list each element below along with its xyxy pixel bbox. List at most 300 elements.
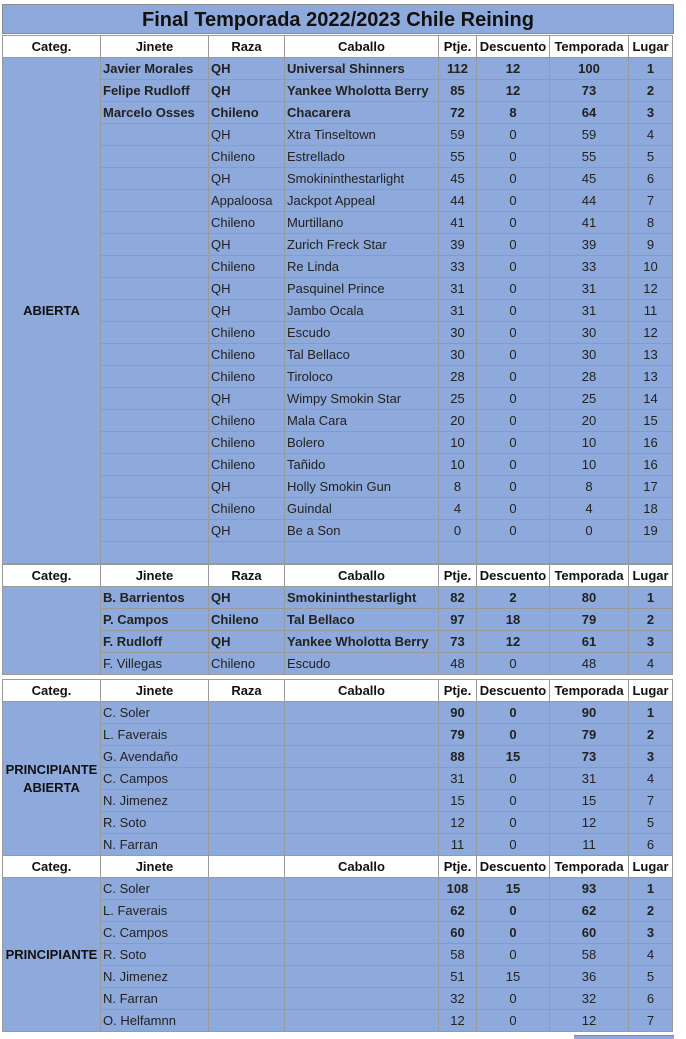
score-cell: 31: [439, 278, 477, 300]
breed-cell: [209, 922, 285, 944]
horse-cell: Wimpy Smokin Star: [285, 388, 439, 410]
discount-cell: 0: [477, 653, 550, 675]
place-cell: 7: [629, 190, 673, 212]
season-cell: 58: [550, 944, 629, 966]
season-cell: 32: [550, 988, 629, 1010]
horse-cell: [285, 922, 439, 944]
horse-cell: Estrellado: [285, 146, 439, 168]
horse-cell: Jackpot Appeal: [285, 190, 439, 212]
column-header: Caballo: [285, 36, 439, 58]
table-row: [3, 944, 673, 966]
table-row: [3, 102, 673, 124]
score-cell: 48: [439, 653, 477, 675]
breed-cell: QH: [209, 80, 285, 102]
table-row: [3, 124, 673, 146]
table-row: [3, 454, 673, 476]
header-row: [3, 856, 673, 878]
rider-cell: C. Soler: [101, 878, 209, 900]
discount-cell: 15: [477, 966, 550, 988]
discount-cell: 15: [477, 746, 550, 768]
score-cell: 90: [439, 702, 477, 724]
score-cell: 97: [439, 609, 477, 631]
discount-cell: 0: [477, 768, 550, 790]
score-cell: 33: [439, 256, 477, 278]
rider-cell: [101, 454, 209, 476]
rider-cell: [101, 410, 209, 432]
header-row: [3, 680, 673, 702]
discount-cell: 0: [477, 922, 550, 944]
score-cell: 4: [439, 498, 477, 520]
horse-cell: [285, 702, 439, 724]
season-cell: 28: [550, 366, 629, 388]
score-cell: 32: [439, 988, 477, 1010]
horse-cell: Tiroloco: [285, 366, 439, 388]
breed-cell: Chileno: [209, 609, 285, 631]
place-cell: 13: [629, 344, 673, 366]
place-cell: 15: [629, 410, 673, 432]
season-cell: 48: [550, 653, 629, 675]
table-row: [3, 344, 673, 366]
breed-cell: Chileno: [209, 498, 285, 520]
column-header: Lugar: [629, 680, 673, 702]
horse-cell: [285, 834, 439, 856]
score-cell: 10: [439, 454, 477, 476]
breed-cell: Chileno: [209, 454, 285, 476]
table-row: [3, 212, 673, 234]
rider-cell: [101, 366, 209, 388]
place-cell: 6: [629, 988, 673, 1010]
column-header: Jinete: [101, 565, 209, 587]
table-row: [3, 988, 673, 1010]
table-row: [3, 587, 673, 609]
horse-cell: [285, 790, 439, 812]
place-cell: 5: [629, 812, 673, 834]
horse-cell: Yankee Wholotta Berry: [285, 80, 439, 102]
discount-cell: 0: [477, 124, 550, 146]
score-cell: 15: [439, 790, 477, 812]
season-cell: 12: [550, 1010, 629, 1032]
column-header: Temporada: [550, 680, 629, 702]
rider-cell: [101, 476, 209, 498]
breed-cell: [209, 702, 285, 724]
season-cell: 30: [550, 322, 629, 344]
place-cell: 19: [629, 520, 673, 542]
column-header: Lugar: [629, 36, 673, 58]
rider-cell: Javier Morales: [101, 58, 209, 80]
column-header: Jinete: [101, 856, 209, 878]
score-cell: 11: [439, 834, 477, 856]
season-cell: 10: [550, 432, 629, 454]
table-row: [3, 146, 673, 168]
breed-cell: [209, 542, 285, 564]
place-cell: 18: [629, 498, 673, 520]
horse-cell: [285, 944, 439, 966]
discount-cell: 0: [477, 900, 550, 922]
rider-cell: [101, 344, 209, 366]
discount-cell: 0: [477, 212, 550, 234]
horse-cell: [285, 988, 439, 1010]
discount-cell: 8: [477, 102, 550, 124]
place-cell: 2: [629, 900, 673, 922]
season-cell: 36: [550, 966, 629, 988]
horse-cell: Bolero: [285, 432, 439, 454]
breed-cell: Chileno: [209, 410, 285, 432]
season-cell: 45: [550, 168, 629, 190]
place-cell: 2: [629, 609, 673, 631]
horse-cell: Xtra Tinseltown: [285, 124, 439, 146]
column-header: Caballo: [285, 856, 439, 878]
results-table-3: [2, 679, 673, 856]
rider-cell: [101, 234, 209, 256]
horse-cell: Mala Cara: [285, 410, 439, 432]
discount-cell: 0: [477, 724, 550, 746]
place-cell: 1: [629, 702, 673, 724]
page-title: Final Temporada 2022/2023 Chile Reining: [2, 4, 674, 34]
place-cell: 3: [629, 102, 673, 124]
breed-cell: [209, 834, 285, 856]
place-cell: 7: [629, 1010, 673, 1032]
place-cell: 16: [629, 432, 673, 454]
horse-cell: Tal Bellaco: [285, 609, 439, 631]
horse-cell: Zurich Freck Star: [285, 234, 439, 256]
score-cell: 45: [439, 168, 477, 190]
column-header: Temporada: [550, 36, 629, 58]
breed-cell: Chileno: [209, 256, 285, 278]
column-header: Descuento: [477, 36, 550, 58]
table-row: [3, 631, 673, 653]
season-cell: [550, 542, 629, 564]
score-cell: 39: [439, 234, 477, 256]
discount-cell: 0: [477, 476, 550, 498]
discount-cell: 0: [477, 278, 550, 300]
season-cell: 90: [550, 702, 629, 724]
score-cell: 12: [439, 812, 477, 834]
discount-cell: 0: [477, 812, 550, 834]
column-header: Raza: [209, 680, 285, 702]
rider-cell: [101, 520, 209, 542]
discount-cell: 0: [477, 834, 550, 856]
rider-cell: [101, 278, 209, 300]
place-cell: 4: [629, 944, 673, 966]
column-header: Raza: [209, 36, 285, 58]
breed-cell: QH: [209, 587, 285, 609]
score-cell: 59: [439, 124, 477, 146]
breed-cell: QH: [209, 476, 285, 498]
rider-cell: C. Campos: [101, 768, 209, 790]
season-cell: 31: [550, 768, 629, 790]
discount-cell: 12: [477, 58, 550, 80]
season-cell: 12: [550, 812, 629, 834]
column-header: Temporada: [550, 856, 629, 878]
season-cell: 11: [550, 834, 629, 856]
season-cell: 73: [550, 80, 629, 102]
score-cell: 30: [439, 344, 477, 366]
table-row: [3, 834, 673, 856]
discount-cell: 0: [477, 432, 550, 454]
score-cell: 25: [439, 388, 477, 410]
horse-cell: Chacarera: [285, 102, 439, 124]
breed-cell: QH: [209, 300, 285, 322]
breed-cell: [209, 812, 285, 834]
season-cell: 8: [550, 476, 629, 498]
table-row: [3, 432, 673, 454]
score-cell: 60: [439, 922, 477, 944]
table-row: [3, 322, 673, 344]
rider-cell: [101, 256, 209, 278]
category-label: [3, 587, 101, 675]
discount-cell: 18: [477, 609, 550, 631]
category-label: ABIERTA: [3, 58, 101, 564]
discount-cell: 0: [477, 944, 550, 966]
column-header: Descuento: [477, 680, 550, 702]
column-header: Temporada: [550, 565, 629, 587]
table-row: [3, 366, 673, 388]
place-cell: 5: [629, 146, 673, 168]
score-cell: 62: [439, 900, 477, 922]
table-row: [3, 653, 673, 675]
discount-cell: 0: [477, 366, 550, 388]
rider-cell: [101, 432, 209, 454]
horse-cell: Escudo: [285, 653, 439, 675]
horse-cell: [285, 768, 439, 790]
discount-cell: 0: [477, 410, 550, 432]
place-cell: 4: [629, 653, 673, 675]
horse-cell: [285, 878, 439, 900]
header-row: [3, 565, 673, 587]
breed-cell: [209, 878, 285, 900]
season-cell: 62: [550, 900, 629, 922]
horse-cell: Be a Son: [285, 520, 439, 542]
column-header: Ptje.: [439, 36, 477, 58]
score-cell: 30: [439, 322, 477, 344]
score-cell: 31: [439, 768, 477, 790]
table-row: [3, 58, 673, 80]
place-cell: 1: [629, 878, 673, 900]
score-cell: 10: [439, 432, 477, 454]
horse-cell: Tal Bellaco: [285, 344, 439, 366]
breed-cell: [209, 988, 285, 1010]
horse-cell: [285, 746, 439, 768]
discount-cell: 0: [477, 300, 550, 322]
rider-cell: [101, 300, 209, 322]
rider-cell: L. Faverais: [101, 724, 209, 746]
breed-cell: QH: [209, 58, 285, 80]
breed-cell: Chileno: [209, 212, 285, 234]
season-cell: 60: [550, 922, 629, 944]
table-row: [3, 542, 673, 564]
rider-cell: O. Helfamnn: [101, 1010, 209, 1032]
place-cell: 17: [629, 476, 673, 498]
score-cell: 112: [439, 58, 477, 80]
horse-cell: Yankee Wholotta Berry: [285, 631, 439, 653]
season-cell: 73: [550, 746, 629, 768]
season-cell: 15: [550, 790, 629, 812]
table-row: [3, 168, 673, 190]
table-row: [3, 724, 673, 746]
place-cell: 1: [629, 58, 673, 80]
score-cell: [439, 542, 477, 564]
column-header: Jinete: [101, 36, 209, 58]
score-cell: 88: [439, 746, 477, 768]
column-header: Ptje.: [439, 856, 477, 878]
breed-cell: Chileno: [209, 322, 285, 344]
rider-cell: G. Avendaño: [101, 746, 209, 768]
rider-cell: F. Rudloff: [101, 631, 209, 653]
place-cell: 3: [629, 631, 673, 653]
season-cell: 0: [550, 520, 629, 542]
rider-cell: [101, 322, 209, 344]
discount-cell: 15: [477, 878, 550, 900]
season-cell: 31: [550, 278, 629, 300]
table-row: [3, 812, 673, 834]
rider-cell: C. Soler: [101, 702, 209, 724]
breed-cell: Chileno: [209, 102, 285, 124]
table-row: [3, 190, 673, 212]
rider-cell: R. Soto: [101, 944, 209, 966]
table-row: [3, 900, 673, 922]
discount-cell: 0: [477, 454, 550, 476]
column-header: Caballo: [285, 680, 439, 702]
place-cell: 6: [629, 834, 673, 856]
discount-cell: 0: [477, 344, 550, 366]
horse-cell: [285, 724, 439, 746]
table-row: [3, 746, 673, 768]
rider-cell: Marcelo Osses: [101, 102, 209, 124]
horse-cell: [285, 542, 439, 564]
horse-cell: Holly Smokin Gun: [285, 476, 439, 498]
discount-cell: 12: [477, 80, 550, 102]
discount-cell: [477, 542, 550, 564]
place-cell: 3: [629, 922, 673, 944]
score-cell: 82: [439, 587, 477, 609]
breed-cell: QH: [209, 520, 285, 542]
score-cell: 58: [439, 944, 477, 966]
score-cell: 73: [439, 631, 477, 653]
breed-cell: Appaloosa: [209, 190, 285, 212]
season-cell: 55: [550, 146, 629, 168]
score-cell: 20: [439, 410, 477, 432]
results-table-4: [2, 855, 673, 1032]
score-cell: 108: [439, 878, 477, 900]
breed-cell: QH: [209, 631, 285, 653]
rider-cell: Felipe Rudloff: [101, 80, 209, 102]
season-cell: 80: [550, 587, 629, 609]
rider-cell: [101, 212, 209, 234]
breed-cell: Chileno: [209, 653, 285, 675]
season-cell: 39: [550, 234, 629, 256]
discount-cell: 0: [477, 146, 550, 168]
discount-cell: 0: [477, 388, 550, 410]
place-cell: 12: [629, 278, 673, 300]
discount-cell: 0: [477, 168, 550, 190]
season-cell: 41: [550, 212, 629, 234]
discount-cell: 0: [477, 190, 550, 212]
place-cell: 13: [629, 366, 673, 388]
header-row: [3, 36, 673, 58]
score-cell: 44: [439, 190, 477, 212]
column-header: Ptje.: [439, 680, 477, 702]
discount-cell: 0: [477, 234, 550, 256]
place-cell: 2: [629, 80, 673, 102]
horse-cell: Universal Shinners: [285, 58, 439, 80]
discount-cell: 0: [477, 322, 550, 344]
horse-cell: Pasquinel Prince: [285, 278, 439, 300]
category-label: PRINCIPIANTE: [3, 878, 101, 1032]
table-row: [3, 410, 673, 432]
horse-cell: Re Linda: [285, 256, 439, 278]
season-cell: 25: [550, 388, 629, 410]
breed-cell: [209, 944, 285, 966]
season-cell: 33: [550, 256, 629, 278]
place-cell: 12: [629, 322, 673, 344]
breed-cell: [209, 790, 285, 812]
place-cell: 4: [629, 124, 673, 146]
table-row: [3, 922, 673, 944]
footer-cell: [574, 1035, 674, 1039]
discount-cell: 0: [477, 790, 550, 812]
place-cell: 5: [629, 966, 673, 988]
breed-cell: QH: [209, 388, 285, 410]
score-cell: 0: [439, 520, 477, 542]
rider-cell: [101, 146, 209, 168]
horse-cell: Escudo: [285, 322, 439, 344]
column-header: Jinete: [101, 680, 209, 702]
discount-cell: 0: [477, 520, 550, 542]
breed-cell: [209, 1010, 285, 1032]
column-header: Lugar: [629, 856, 673, 878]
discount-cell: 0: [477, 988, 550, 1010]
score-cell: 28: [439, 366, 477, 388]
place-cell: [629, 542, 673, 564]
rider-cell: C. Campos: [101, 922, 209, 944]
breed-cell: [209, 768, 285, 790]
rider-cell: [101, 498, 209, 520]
breed-cell: QH: [209, 278, 285, 300]
place-cell: 2: [629, 724, 673, 746]
rider-cell: [101, 168, 209, 190]
season-cell: 93: [550, 878, 629, 900]
season-cell: 4: [550, 498, 629, 520]
place-cell: 9: [629, 234, 673, 256]
season-cell: 31: [550, 300, 629, 322]
score-cell: 79: [439, 724, 477, 746]
discount-cell: 0: [477, 256, 550, 278]
place-cell: 1: [629, 587, 673, 609]
horse-cell: Guindal: [285, 498, 439, 520]
season-cell: 10: [550, 454, 629, 476]
place-cell: 11: [629, 300, 673, 322]
breed-cell: [209, 724, 285, 746]
table-row: [3, 768, 673, 790]
score-cell: 8: [439, 476, 477, 498]
table-row: [3, 1010, 673, 1032]
score-cell: 55: [439, 146, 477, 168]
column-header: Lugar: [629, 565, 673, 587]
table-row: [3, 80, 673, 102]
season-cell: 64: [550, 102, 629, 124]
place-cell: 14: [629, 388, 673, 410]
table-row: [3, 878, 673, 900]
column-header: Categ.: [3, 36, 101, 58]
breed-cell: QH: [209, 234, 285, 256]
breed-cell: [209, 900, 285, 922]
season-cell: 59: [550, 124, 629, 146]
place-cell: 6: [629, 168, 673, 190]
discount-cell: 0: [477, 498, 550, 520]
column-header: Descuento: [477, 565, 550, 587]
rider-cell: [101, 542, 209, 564]
table-row: [3, 234, 673, 256]
